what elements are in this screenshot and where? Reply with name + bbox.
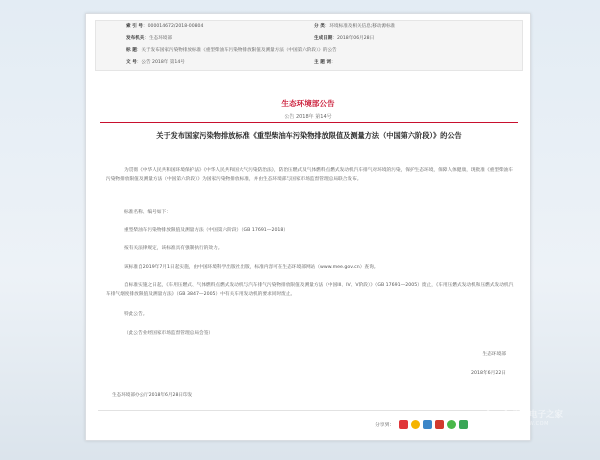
meta-docno: 文 号：公告 2018年 第14号 — [126, 60, 185, 65]
wechat-icon[interactable] — [447, 420, 456, 429]
paragraph-standard: 重型柴油车污染物排放限值及测量方法（中国第六阶段）（GB 17691—2018） — [124, 228, 289, 233]
signature-date: 2018年6月22日 — [471, 371, 506, 376]
watermark-text: 汽车电子之家 — [512, 410, 564, 420]
tencent-weibo-icon[interactable] — [423, 420, 432, 429]
share-bar — [375, 418, 468, 430]
meta-category: 分 类：环境标准及相关信息;移动源标准 — [314, 24, 396, 29]
watermark-subtext: QCDZW.COM — [512, 421, 549, 427]
renren-icon[interactable] — [435, 420, 444, 429]
document-page — [85, 13, 531, 441]
paragraph-effective: 该标准自2019年7月1日起实施，由中国环境科学出版社出版，标准内容可在生态环境部网站（www.mee.gov.cn）查询。 — [124, 265, 379, 270]
paragraph-intro: 为贯彻《中华人民共和国环境保护法》《中华人民共和国大气污染防治法》，防治压燃式及气体燃料点燃式发动机汽车排气对环境的污染，保护生态环境，保障人体健康，现批准《重型柴油车污染物排放限值及测量方法（中国第六阶段）》为国家污染物排放标准，并由生态环境部与国家市场监督管理总局联合发布。 — [106, 168, 514, 183]
metadata-table — [95, 20, 523, 71]
meta-title: 标 题：关于发布国家污染物排放标准《重型柴油车污染物排放限值及测量方法（中国第六阶段）》的公告 — [126, 48, 337, 53]
document-title: 关于发布国家污染物排放标准《重型柴油车污染物排放限值及测量方法（中国第六阶段）》的公告 — [156, 131, 462, 140]
paragraph-countersign: （此公告业经国家市场监督管理总局会签） — [124, 331, 214, 336]
site-watermark — [486, 402, 598, 442]
meta-index: 索 引 号：000014672/2018-00804 — [126, 24, 204, 29]
footer-divider — [98, 410, 520, 411]
paragraph-names: 标准名称、编号如下： — [124, 210, 171, 215]
paragraph-notice: 特此公告。 — [124, 312, 148, 317]
signature: 生态环境部 — [482, 352, 506, 357]
section-title: 生态环境部公告 — [281, 99, 335, 108]
weibo-icon[interactable] — [399, 420, 408, 429]
watermark-logo-icon — [486, 404, 508, 426]
meta-created: 生成日期：2018年06月28日 — [314, 36, 375, 41]
share-label: 分享到： — [375, 422, 395, 428]
meta-agency: 发布机关：生态环境部 — [126, 36, 172, 41]
document-number: 公告 2018年 第14号 — [284, 114, 332, 120]
qzone-icon[interactable] — [411, 420, 420, 429]
meta-keywords: 主 题 词： — [314, 60, 336, 65]
paragraph-legal: 按有关法律规定，该标准具有强制执行的效力。 — [124, 246, 223, 251]
share-more-icon[interactable] — [459, 420, 468, 429]
office-line: 生态环境部办公厅2018年6月28日印发 — [112, 393, 193, 398]
red-divider — [100, 122, 518, 123]
paragraph-abolish: 自标准实施之日起，《车用压燃式、气体燃料点燃式发动机与汽车排气污染物排放限值及测量方法（中国III、IV、V阶段）》（GB 17691—2005）废止，《车用压燃式发动机和压燃式发动机汽车排气烟度排放限值及测量方法》（GB 3847—2005）中有关车用发动机的要求同时废止。 — [106, 283, 514, 298]
